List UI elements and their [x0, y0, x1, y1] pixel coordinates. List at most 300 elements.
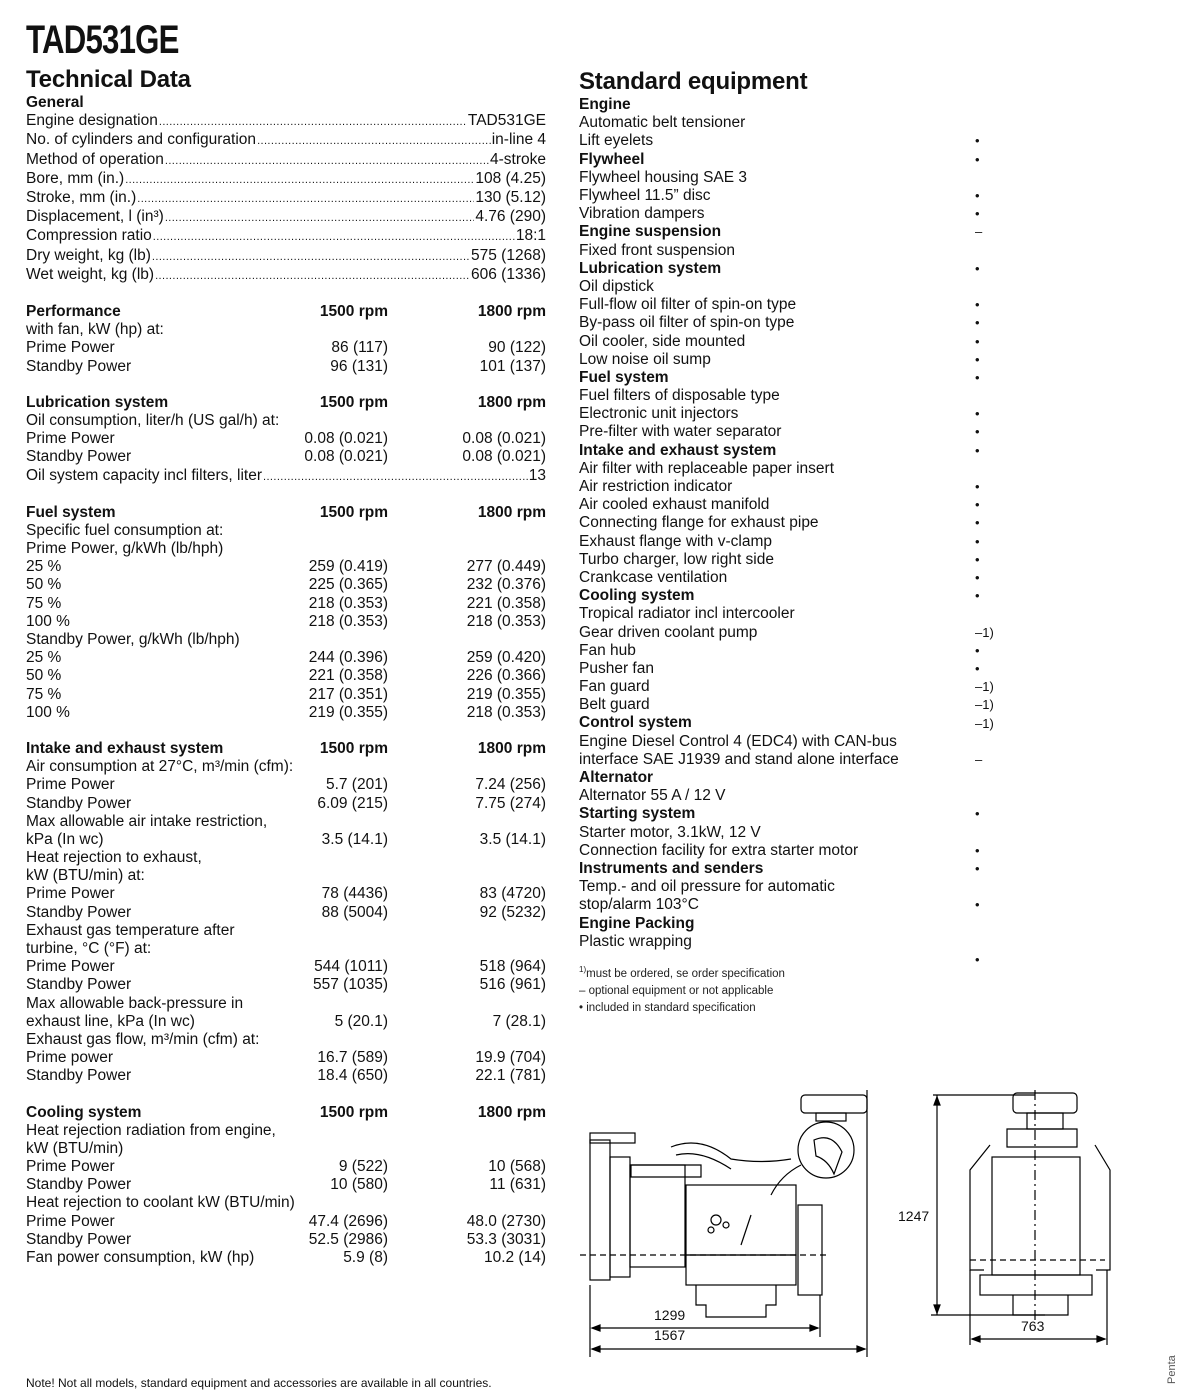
row-label: Prime Power, g/kWh (lb/hph)	[26, 540, 224, 558]
value-1500rpm: 10 (580)	[330, 1176, 388, 1194]
equipment-label: By-pass oil filter of spin-on type	[579, 314, 795, 332]
column-header-1800: 1800 rpm	[477, 1103, 546, 1121]
table-row	[26, 430, 546, 448]
equipment-label: Connecting flange for exhaust pipe	[579, 514, 819, 532]
value-1800rpm: 83 (4720)	[479, 885, 546, 903]
table-row	[26, 831, 546, 849]
lubrication-header-row	[26, 394, 546, 412]
equipment-label: Automatic belt tensioner	[579, 114, 746, 132]
equipment-label: Lift eyelets	[579, 132, 654, 150]
equipment-section-heading: Alternator	[579, 769, 654, 787]
row-label: 25 %	[26, 558, 62, 576]
row-label: Prime power	[26, 1049, 113, 1067]
legend-dot: • included in standard specification	[579, 1001, 756, 1014]
value-1500rpm: 3.5 (14.1)	[321, 830, 388, 848]
general-list	[26, 112, 546, 285]
spec-value: 4.76 (290)	[475, 208, 546, 226]
value-1800rpm: 10 (568)	[488, 1158, 546, 1176]
row-label: Standby Power	[26, 794, 132, 812]
spec-row	[26, 227, 546, 246]
availability-note: Note! Not all models, standard equipment and accessories are available in all countries.	[26, 1376, 492, 1390]
value-1500rpm: 78 (4436)	[321, 885, 388, 903]
dim-length-outer: 1567	[654, 1327, 686, 1343]
table-row	[26, 448, 546, 466]
value-1500rpm: 52.5 (2986)	[308, 1230, 388, 1248]
spec-label: Method of operation	[26, 150, 164, 168]
table-row	[26, 1122, 546, 1140]
lubrication-table	[26, 394, 546, 467]
value-1500rpm: 5.7 (201)	[325, 776, 388, 794]
availability-mark: •	[975, 842, 980, 858]
technical-data-column	[26, 66, 546, 1267]
row-label: 75 %	[26, 685, 62, 703]
table-row	[26, 540, 546, 558]
column-header-1500: 1500 rpm	[319, 1103, 388, 1121]
leader-dots	[159, 112, 467, 131]
spec-row	[26, 131, 546, 150]
row-label: Standby Power	[26, 1067, 132, 1085]
value-1500rpm: 16.7 (589)	[317, 1049, 388, 1067]
value-1500rpm: 88 (5004)	[321, 903, 388, 921]
value-1500rpm: 5 (20.1)	[334, 1012, 388, 1030]
table-row	[26, 1031, 546, 1049]
table-row	[26, 667, 546, 685]
spec-label: Engine designation	[26, 112, 158, 130]
row-label: Heat rejection to coolant kW (BTU/min)	[26, 1194, 295, 1212]
equipment-label: Low noise oil sump	[579, 350, 711, 368]
value-1500rpm: 0.08 (0.021)	[304, 430, 388, 448]
availability-mark: –1)	[975, 715, 994, 731]
equipment-label: Air filter with replaceable paper insert	[579, 459, 835, 477]
equipment-section-heading: Engine suspension	[579, 223, 722, 241]
availability-mark: •	[975, 351, 980, 367]
cooling-header-row	[26, 1104, 546, 1122]
equipment-label: Air restriction indicator	[579, 478, 733, 496]
value-1800rpm: 277 (0.449)	[466, 558, 546, 576]
equipment-label: Fan hub	[579, 641, 636, 659]
availability-mark: –1)	[975, 624, 994, 640]
row-label: Prime Power	[26, 958, 115, 976]
table-row	[26, 1158, 546, 1176]
value-1800rpm: 11 (631)	[489, 1176, 546, 1194]
spec-value: in-line 4	[491, 131, 546, 149]
row-label: Oil consumption, liter/h (US gal/h) at:	[26, 411, 280, 429]
section-heading: Lubrication system	[26, 393, 169, 411]
section-heading: Intake and exhaust system	[26, 739, 224, 757]
spec-label: Stroke, mm (in.)	[26, 189, 137, 207]
row-label: kW (BTU/min)	[26, 1139, 124, 1157]
equipment-label: Engine Diesel Control 4 (EDC4) with CAN-bus	[579, 732, 897, 750]
equipment-label: Starter motor, 3.1kW, 12 V	[579, 823, 761, 841]
row-label: 50 %	[26, 576, 62, 594]
equipment-label: Fan guard	[579, 678, 650, 696]
table-row	[26, 958, 546, 976]
leader-dots	[165, 151, 489, 170]
availability-mark: •	[975, 861, 980, 877]
spec-label: Displacement, l (in³)	[26, 208, 164, 226]
column-header-1800: 1800 rpm	[477, 303, 546, 321]
intake-exhaust-table	[26, 740, 546, 1086]
table-row	[26, 595, 546, 613]
value-1800rpm: 22.1 (781)	[475, 1067, 546, 1085]
equipment-item	[579, 733, 999, 769]
row-label: kW (BTU/min) at:	[26, 867, 145, 885]
table-row	[26, 1249, 546, 1267]
value-1800rpm: 0.08 (0.021)	[462, 448, 546, 466]
equipment-label: Fuel filters of disposable type	[579, 387, 780, 405]
value-1500rpm: 221 (0.358)	[308, 667, 388, 685]
table-row	[26, 813, 546, 831]
availability-mark: •	[975, 533, 980, 549]
availability-mark: •	[975, 315, 980, 331]
spec-label: No. of cylinders and configuration	[26, 131, 257, 149]
equipment-section-heading: Lubrication system	[579, 259, 722, 277]
value-1500rpm: 18.4 (650)	[317, 1067, 388, 1085]
equipment-label: Turbo charger, low right side	[579, 550, 774, 568]
table-row	[26, 849, 546, 867]
spec-label: Dry weight, kg (lb)	[26, 246, 151, 264]
value-1800rpm: 10.2 (14)	[483, 1249, 546, 1267]
equipment-label: Oil dipstick	[579, 277, 654, 295]
value-1500rpm: 9 (522)	[338, 1158, 388, 1176]
table-row	[26, 1140, 546, 1158]
legend	[579, 961, 999, 1017]
value-1500rpm: 544 (1011)	[314, 958, 388, 976]
value-1800rpm: 19.9 (704)	[475, 1049, 546, 1067]
table-row	[26, 1067, 546, 1085]
column-header-1500: 1500 rpm	[319, 393, 388, 411]
table-row	[26, 321, 546, 339]
table-row	[26, 940, 546, 958]
value-1800rpm: 48.0 (2730)	[466, 1212, 546, 1230]
value-1800rpm: 7 (28.1)	[492, 1012, 546, 1030]
leader-dots	[155, 266, 470, 285]
table-row	[26, 522, 546, 540]
equipment-label-cont: stop/alarm 103°C	[579, 896, 699, 914]
leader-dots	[125, 170, 474, 189]
row-label: Heat rejection to exhaust,	[26, 849, 202, 867]
availability-mark: •	[975, 206, 980, 222]
row-label: Prime Power	[26, 1212, 115, 1230]
intake_exhaust-header-row	[26, 740, 546, 758]
availability-mark: •	[975, 333, 980, 349]
row-label: Prime Power	[26, 885, 115, 903]
leader-dots	[153, 227, 515, 246]
leader-dots	[152, 247, 470, 266]
spec-label: Wet weight, kg (lb)	[26, 265, 155, 283]
oil-capacity-row: Oil system capacity incl filters, liter ..... 13	[26, 467, 546, 486]
availability-mark: •	[975, 187, 980, 203]
equipment-label: Connection facility for extra starter motor	[579, 841, 859, 859]
table-row	[26, 339, 546, 357]
table-row	[26, 758, 546, 776]
availability-mark: •	[975, 642, 980, 658]
value-1500rpm: 96 (131)	[330, 357, 388, 375]
availability-mark: •	[975, 442, 980, 458]
column-header-1500: 1500 rpm	[319, 303, 388, 321]
availability-mark: •	[975, 952, 980, 968]
dim-length-inner: 1299	[654, 1307, 686, 1323]
equipment-label: Plastic wrapping	[579, 932, 692, 950]
equipment-label: Pre-filter with water separator	[579, 423, 782, 441]
spec-label: Compression ratio	[26, 227, 152, 245]
equipment-list	[579, 96, 999, 968]
availability-mark: •	[975, 297, 980, 313]
table-row	[26, 867, 546, 885]
table-row	[26, 412, 546, 430]
row-label: Standby Power	[26, 976, 132, 994]
table-row	[26, 1213, 546, 1231]
availability-mark: •	[975, 660, 980, 676]
value-1500rpm: 0.08 (0.021)	[304, 448, 388, 466]
availability-mark: •	[975, 551, 980, 567]
row-label: 100 %	[26, 612, 70, 630]
table-row	[26, 631, 546, 649]
section-heading: Performance	[26, 303, 121, 321]
table-row	[26, 922, 546, 940]
equipment-label-cont: interface SAE J1939 and stand alone interface	[579, 750, 899, 768]
spec-value: 606 (1336)	[471, 265, 546, 283]
spec-row	[26, 247, 546, 266]
table-row	[26, 904, 546, 922]
value-1800rpm: 3.5 (14.1)	[479, 830, 546, 848]
table-row	[26, 995, 546, 1013]
availability-mark: •	[975, 479, 980, 495]
value-1800rpm: 218 (0.353)	[466, 703, 546, 721]
leader-dots	[257, 131, 491, 150]
table-row	[26, 649, 546, 667]
spec-row	[26, 170, 546, 189]
row-label: Standby Power, g/kWh (lb/hph)	[26, 631, 240, 649]
value-1800rpm: 7.75 (274)	[475, 794, 546, 812]
value-1800rpm: 518 (964)	[479, 958, 546, 976]
equipment-section-heading: Flywheel	[579, 150, 645, 168]
availability-mark: •	[975, 151, 980, 167]
equipment-label: Alternator 55 A / 12 V	[579, 787, 726, 805]
value-1500rpm: 5.9 (8)	[343, 1249, 388, 1267]
equipment-label: Crankcase ventilation	[579, 568, 728, 586]
value-1500rpm: 217 (0.351)	[308, 685, 388, 703]
cooling-table	[26, 1104, 546, 1268]
leader-dots	[137, 189, 474, 208]
availability-mark: –	[975, 751, 983, 767]
legend-dash: – optional equipment or not applicable	[579, 984, 774, 997]
table-row	[26, 1049, 546, 1067]
row-label: with fan, kW (hp) at:	[26, 321, 164, 339]
spec-row	[26, 189, 546, 208]
availability-mark: •	[975, 406, 980, 422]
side-brand-text: Penta	[1166, 1355, 1178, 1384]
value-1800rpm: 232 (0.376)	[466, 576, 546, 594]
value-1500rpm: 557 (1035)	[313, 976, 388, 994]
row-label: Standby Power	[26, 903, 132, 921]
row-label: Prime Power	[26, 430, 115, 448]
availability-mark: –1)	[975, 679, 994, 695]
table-row	[26, 358, 546, 376]
row-label: Exhaust gas flow, m³/min (cfm) at:	[26, 1030, 260, 1048]
equipment-label: Gear driven coolant pump	[579, 623, 758, 641]
table-row	[26, 576, 546, 594]
equipment-label: Electronic unit injectors	[579, 405, 739, 423]
column-header-1800: 1800 rpm	[477, 393, 546, 411]
dim-width: 763	[1021, 1318, 1045, 1334]
value-1800rpm: 90 (122)	[488, 339, 546, 357]
table-row	[26, 704, 546, 722]
value-1500rpm: 6.09 (215)	[317, 794, 388, 812]
value-1800rpm: 218 (0.353)	[466, 612, 546, 630]
availability-mark: •	[975, 897, 980, 913]
equipment-section-heading: Engine Packing	[579, 914, 695, 932]
spec-row	[26, 266, 546, 285]
value-1800rpm: 53.3 (3031)	[466, 1230, 546, 1248]
availability-mark: •	[975, 424, 980, 440]
row-label: Standby Power	[26, 448, 132, 466]
value-1800rpm: 221 (0.358)	[466, 594, 546, 612]
equipment-section-heading: Intake and exhaust system	[579, 441, 777, 459]
spec-value: 108 (4.25)	[475, 169, 546, 187]
table-row	[26, 795, 546, 813]
equipment-section-heading: Instruments and senders	[579, 860, 764, 878]
value-1800rpm: 7.24 (256)	[475, 776, 546, 794]
spec-value: 575 (1268)	[471, 246, 546, 264]
value-1800rpm: 92 (5232)	[479, 903, 546, 921]
table-row	[26, 1231, 546, 1249]
row-label: Heat rejection radiation from engine,	[26, 1121, 276, 1139]
model-title: TAD531GE	[26, 18, 179, 62]
equipment-item	[579, 878, 999, 914]
equipment-label: Air cooled exhaust manifold	[579, 496, 770, 514]
availability-mark: •	[975, 515, 980, 531]
technical-data-heading: Technical Data	[26, 66, 191, 93]
row-label: Air consumption at 27°C, m³/min (cfm):	[26, 758, 294, 776]
row-label: Fan power consumption, kW (hp)	[26, 1249, 255, 1267]
equipment-label: Vibration dampers	[579, 205, 705, 223]
equipment-item	[579, 932, 999, 968]
engine-front-view-drawing	[895, 1085, 1120, 1345]
equipment-section-heading: Starting system	[579, 805, 696, 823]
row-label: 25 %	[26, 649, 62, 667]
value-1500rpm: 47.4 (2696)	[308, 1212, 388, 1230]
row-label: Standby Power	[26, 1230, 132, 1248]
equipment-label: Pusher fan	[579, 659, 654, 677]
engine-side-view-drawing	[576, 1085, 876, 1360]
legend-footnote: $^{1)}$must be ordered, se order specification	[579, 965, 785, 980]
fuel-header-row	[26, 504, 546, 522]
row-label: Standby Power	[26, 1176, 132, 1194]
equipment-label: Oil cooler, side mounted	[579, 332, 746, 350]
row-label: Exhaust gas temperature after	[26, 921, 235, 939]
equipment-label: Flywheel 11.5” disc	[579, 186, 711, 204]
equipment-label: Flywheel housing SAE 3	[579, 168, 748, 186]
dim-height: 1247	[898, 1208, 930, 1224]
table-row	[26, 558, 546, 576]
leader-dots	[165, 208, 475, 227]
spec-value: 4-stroke	[490, 150, 546, 168]
spec-row	[26, 208, 546, 227]
equipment-label: Fixed front suspension	[579, 241, 735, 259]
table-row	[26, 1013, 546, 1031]
value-1500rpm: 244 (0.396)	[308, 649, 388, 667]
equipment-section-heading: Cooling system	[579, 587, 695, 605]
row-label: Max allowable back-pressure in	[26, 994, 244, 1012]
equipment-label: Tropical radiator incl intercooler	[579, 605, 795, 623]
row-label: 50 %	[26, 667, 62, 685]
equipment-section-heading: Engine	[579, 96, 631, 113]
table-row	[26, 776, 546, 794]
equipment-section-heading: Fuel system	[579, 368, 669, 386]
value-1800rpm: 516 (961)	[479, 976, 546, 994]
fuel-table	[26, 504, 546, 722]
standard-equipment-column	[579, 68, 999, 1017]
availability-mark: –	[975, 224, 983, 240]
table-row	[26, 1194, 546, 1212]
column-header-1500: 1500 rpm	[319, 503, 388, 521]
spec-label: Bore, mm (in.)	[26, 169, 125, 187]
standard-equipment-heading: Standard equipment	[579, 68, 808, 95]
column-header-1500: 1500 rpm	[319, 739, 388, 757]
performance-header-row	[26, 303, 546, 321]
equipment-label: Temp.- and oil pressure for automatic	[579, 878, 835, 896]
value-1800rpm: 0.08 (0.021)	[462, 430, 546, 448]
row-label: Max allowable air intake restriction,	[26, 812, 268, 830]
availability-mark: •	[975, 133, 980, 149]
table-row	[26, 613, 546, 631]
availability-mark: •	[975, 497, 980, 513]
column-header-1800: 1800 rpm	[477, 739, 546, 757]
table-row	[26, 976, 546, 994]
spec-value: TAD531GE	[467, 112, 546, 130]
spec-row	[26, 112, 546, 131]
equipment-label: Belt guard	[579, 696, 650, 714]
table-row	[26, 1176, 546, 1194]
spec-value: 130 (5.12)	[475, 189, 546, 207]
availability-mark: •	[975, 260, 980, 276]
section-heading: Cooling system	[26, 1103, 142, 1121]
row-label: Prime Power	[26, 1158, 115, 1176]
spec-row	[26, 151, 546, 170]
value-1500rpm: 225 (0.365)	[308, 576, 388, 594]
table-row	[26, 885, 546, 903]
value-1500rpm: 218 (0.353)	[308, 594, 388, 612]
row-label: turbine, °C (°F) at:	[26, 940, 152, 958]
row-label: Prime Power	[26, 776, 115, 794]
row-label: 100 %	[26, 703, 70, 721]
section-heading: Fuel system	[26, 503, 116, 521]
row-label: kPa (In wc)	[26, 830, 104, 848]
row-label: Standby Power	[26, 357, 132, 375]
value-1500rpm: 219 (0.355)	[308, 703, 388, 721]
performance-table	[26, 303, 546, 376]
spec-value: 18:1	[515, 227, 546, 245]
row-label: Prime Power	[26, 339, 115, 357]
equipment-label: Full-flow oil filter of spin-on type	[579, 296, 797, 314]
value-1800rpm: 101 (137)	[479, 357, 546, 375]
value-1800rpm: 219 (0.355)	[466, 685, 546, 703]
value-1800rpm: 226 (0.366)	[466, 667, 546, 685]
value-1500rpm: 86 (117)	[331, 339, 388, 357]
availability-mark: •	[975, 569, 980, 585]
column-header-1800: 1800 rpm	[477, 503, 546, 521]
value-1800rpm: 259 (0.420)	[466, 649, 546, 667]
table-row	[26, 686, 546, 704]
row-label: exhaust line, kPa (In wc)	[26, 1012, 195, 1030]
value-1500rpm: 259 (0.419)	[308, 558, 388, 576]
row-label: 75 %	[26, 594, 62, 612]
availability-mark: •	[975, 806, 980, 822]
general-heading: General	[26, 94, 84, 111]
availability-mark: •	[975, 588, 980, 604]
row-label: Specific fuel consumption at:	[26, 521, 224, 539]
